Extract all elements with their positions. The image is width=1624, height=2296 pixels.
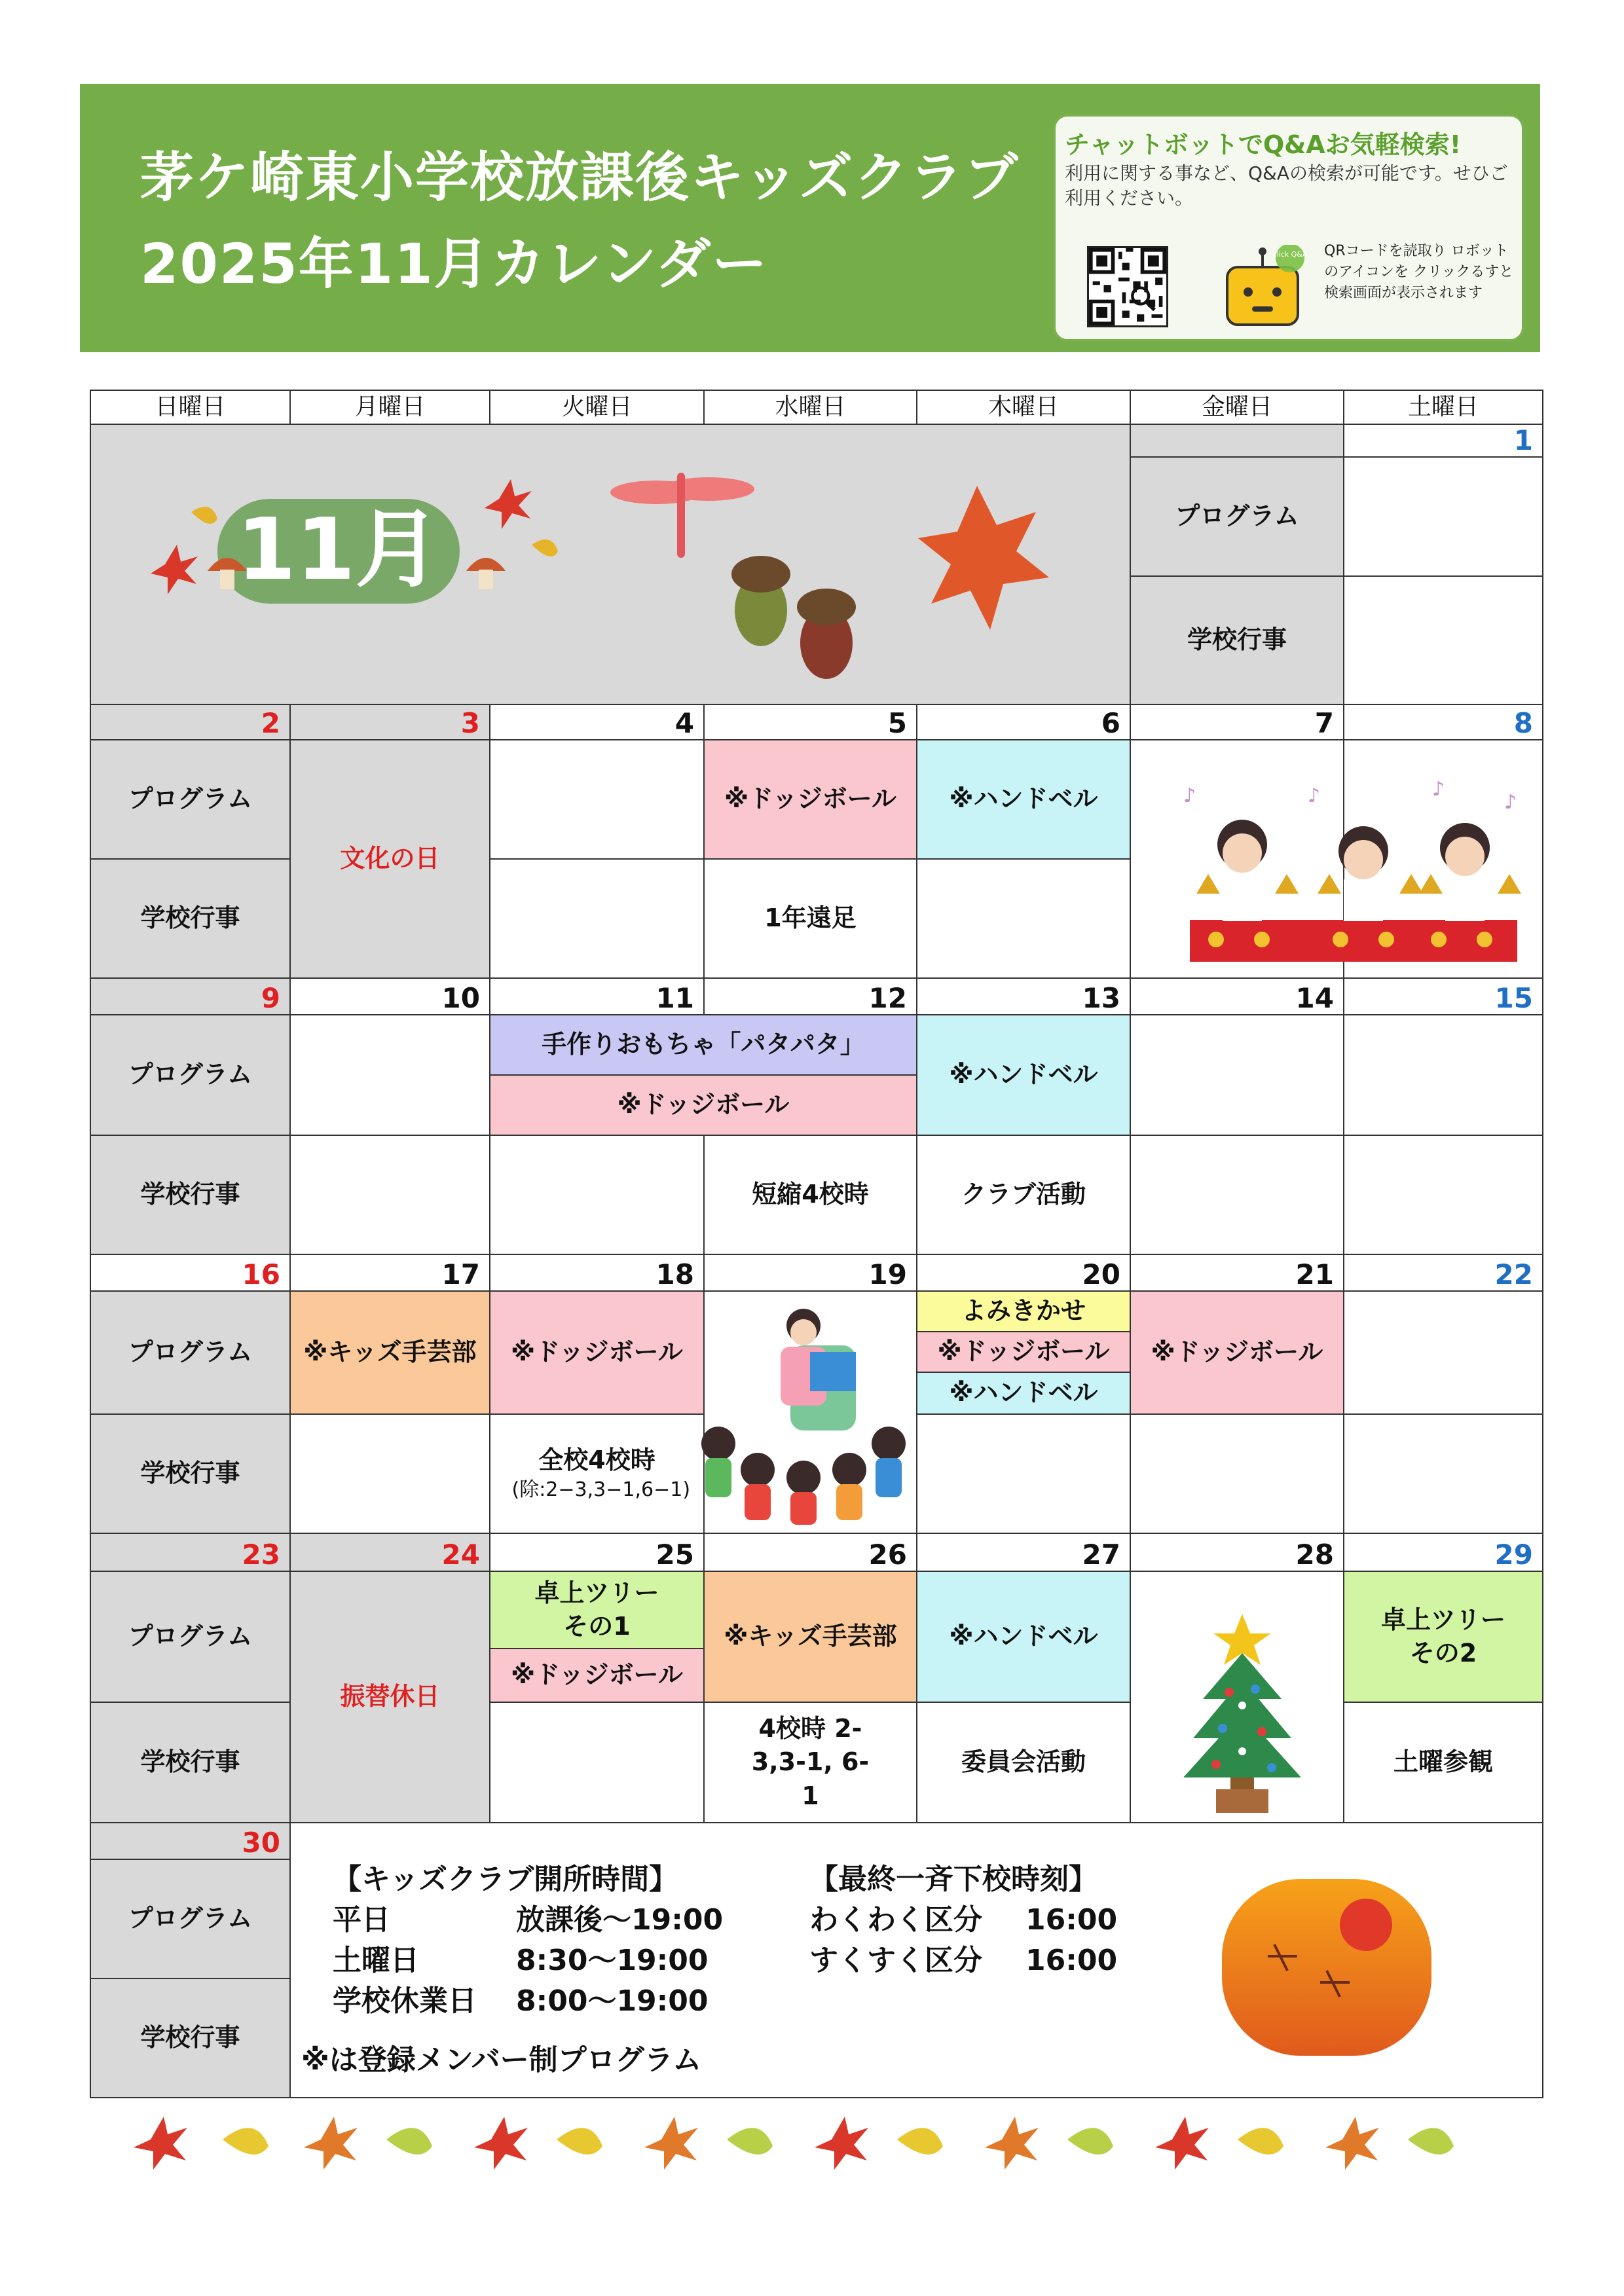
date-21: 21 [1130, 1254, 1344, 1292]
tue-program-w4: ※ドッジボール [489, 1290, 705, 1415]
date-27: 27 [916, 1533, 1131, 1572]
robot-icon[interactable] [1217, 245, 1308, 329]
wed-event-w5: 4校時 2-3,3-1, 6-1 [703, 1702, 917, 1823]
date-3: 3 [289, 704, 490, 740]
date-1: 1 [1343, 424, 1543, 458]
autumn-moon-illustration [1215, 1872, 1438, 2062]
school-holiday-time: 8:00〜19:00 [516, 1984, 709, 2018]
tue-program1-w5: 卓上ツリーその1 [489, 1571, 705, 1649]
fri-program-w4: ※ドッジボール [1130, 1290, 1344, 1415]
thu-event-w4 [916, 1413, 1131, 1534]
saturday-label: 土曜日 [333, 1944, 419, 1977]
svg-text:♪: ♪ [1432, 778, 1445, 801]
svg-text:♪: ♪ [1504, 791, 1517, 814]
label-program-w1: プログラム [1130, 456, 1344, 577]
wed-event-w3: 短縮4校時 [703, 1135, 917, 1255]
tue-program-w2 [489, 739, 705, 860]
tue-event-w4 [489, 1413, 705, 1534]
date-2: 2 [90, 704, 291, 740]
label-program-w4: プログラム [90, 1290, 291, 1415]
date-16: 16 [90, 1254, 291, 1292]
date-14: 14 [1130, 977, 1344, 1015]
thu-program-w5: ※ハンドベル [916, 1571, 1131, 1703]
date-28: 28 [1130, 1533, 1344, 1572]
weekday-sun: 日曜日 [90, 390, 291, 425]
label-program-w5: プログラム [90, 1571, 291, 1703]
thu-program3-w4: ※ハンドベル [916, 1372, 1131, 1415]
sat-program-w5: 卓上ツリーその2 [1343, 1571, 1543, 1703]
date-22: 22 [1343, 1254, 1543, 1292]
tue-event-w3 [489, 1135, 705, 1255]
label-event-w5: 学校行事 [90, 1702, 291, 1823]
tue-event-title-w4: 全校4校時 [538, 1446, 655, 1475]
fri-event-w4 [1130, 1413, 1344, 1534]
member-note: ※は登録メンバー制プログラム [301, 2043, 702, 2077]
leaf-border [124, 2107, 1513, 2172]
hours-section [333, 1859, 723, 2022]
thu-event-w5: 委員会活動 [916, 1702, 1131, 1823]
school-holiday-label: 学校休業日 [333, 1984, 477, 2018]
weekday-thu: 木曜日 [916, 390, 1131, 425]
wed-event-w2: 1年遠足 [703, 858, 917, 979]
mon-program-w4: ※キッズ手芸部 [289, 1290, 490, 1415]
date-10: 10 [289, 977, 490, 1015]
label-program-w2: プログラム [90, 739, 291, 860]
tue-event-w5 [489, 1702, 705, 1823]
sat-event-w4 [1343, 1413, 1543, 1534]
sat-program-w4 [1343, 1290, 1543, 1415]
month-label: 11月 [236, 500, 441, 599]
thu-event-w3: クラブ活動 [916, 1135, 1131, 1255]
wed-program-w2: ※ドッジボール [703, 739, 917, 860]
date-11: 11 [489, 977, 705, 1015]
date-5: 5 [703, 704, 917, 740]
date-13: 13 [916, 977, 1131, 1015]
date-6: 6 [916, 704, 1131, 740]
sat-event-w1 [1343, 575, 1543, 705]
thu-program-w3: ※ハンドベル [916, 1014, 1131, 1136]
chatbot-description: 利用に関する事など、Q&Aの検索が可能です。せひご利用ください。 [1065, 162, 1508, 209]
date-4: 4 [489, 704, 705, 740]
sat-event-w5: 土曜参観 [1343, 1702, 1543, 1823]
sat-event-w3 [1343, 1135, 1543, 1255]
chatbot-steps: QRコードを読取り ロボットのアイコンを クリックるすと 検索画面が表示されます [1324, 243, 1514, 301]
leaf-border-pattern [134, 2117, 1454, 2170]
november-banner [90, 424, 1131, 705]
weekday-time: 放課後〜19:00 [516, 1903, 724, 1937]
dismissal-section [809, 1859, 1117, 1981]
thu-event-w2 [916, 858, 1131, 979]
label-event-w3: 学校行事 [90, 1135, 291, 1255]
date-18: 18 [489, 1254, 705, 1292]
handbell-illustration [1177, 776, 1530, 972]
date-20: 20 [916, 1254, 1131, 1292]
date-29: 29 [1343, 1533, 1543, 1572]
weekday-tue: 火曜日 [489, 390, 705, 425]
weekday-label: 平日 [333, 1903, 390, 1937]
weekday-wed: 水曜日 [703, 390, 917, 425]
date-9: 9 [90, 977, 291, 1015]
suku-label: すくすく区分 [809, 1944, 982, 1977]
waku-label: わくわく区分 [809, 1903, 982, 1937]
hours-title: 【キッズクラブ開所時間】 [333, 1863, 678, 1896]
mon-event-w3 [289, 1135, 490, 1255]
label-program-w6: プログラム [90, 1859, 291, 1979]
dismissal-title: 【最終一斉下校時刻】 [809, 1863, 1098, 1896]
fri-event-w3 [1130, 1135, 1344, 1255]
storytime-illustration [692, 1306, 928, 1529]
date-30: 30 [90, 1822, 291, 1860]
chatbot-box [1053, 114, 1524, 342]
christmas-tree-illustration [1177, 1607, 1308, 1817]
sat-program-w3 [1343, 1014, 1543, 1136]
date-19: 19 [703, 1254, 917, 1292]
date-24: 24 [289, 1533, 490, 1572]
date-7: 7 [1130, 704, 1344, 740]
page-title: 茅ケ崎東小学校放課後キッズクラブ [140, 147, 1020, 209]
label-event-w2: 学校行事 [90, 858, 291, 979]
fri-date-empty-w1 [1130, 424, 1344, 458]
chatbot-title: チャットボットでQ&Aお気軽検索! [1065, 130, 1462, 159]
label-event-w1: 学校行事 [1130, 575, 1344, 705]
wed-program-w5: ※キッズ手芸部 [703, 1571, 917, 1703]
waku-time: 16:00 [1025, 1903, 1118, 1937]
tue-event-w2 [489, 858, 705, 979]
thu-program-w2: ※ハンドベル [916, 739, 1131, 860]
weekday-mon: 月曜日 [289, 390, 490, 425]
tue-event-note-w4: (除:2−3,3−1,6−1) [511, 1478, 691, 1502]
svg-text:♪: ♪ [1308, 784, 1321, 807]
date-15: 15 [1343, 977, 1543, 1015]
mon-event-w4 [289, 1413, 490, 1534]
holiday-substitute: 振替休日 [289, 1571, 490, 1823]
date-25: 25 [489, 1533, 705, 1572]
holiday-culture-day: 文化の日 [289, 739, 490, 979]
date-8: 8 [1343, 704, 1543, 740]
mon-program-w3 [289, 1014, 490, 1136]
thu-program2-w4: ※ドッジボール [916, 1331, 1131, 1373]
label-event-w6: 学校行事 [90, 1978, 291, 2098]
toy-making-program: 手作りおもちゃ「パタパタ」 [489, 1014, 917, 1076]
date-26: 26 [703, 1533, 917, 1572]
label-event-w4: 学校行事 [90, 1413, 291, 1534]
date-12: 12 [703, 977, 917, 1015]
fri-program-w3 [1130, 1014, 1344, 1136]
weekday-sat: 土曜日 [1343, 390, 1543, 425]
date-17: 17 [289, 1254, 490, 1292]
header-banner [80, 84, 1540, 352]
sat-program-w1 [1343, 456, 1543, 577]
suku-time: 16:00 [1025, 1944, 1118, 1977]
page-subtitle: 2025年11月カレンダー [140, 232, 769, 296]
click-badge: click Q&A [1272, 250, 1308, 259]
date-23: 23 [90, 1533, 291, 1572]
label-program-w3: プログラム [90, 1014, 291, 1136]
saturday-time: 8:30〜19:00 [516, 1944, 709, 1977]
autumn-illustration [100, 433, 1121, 695]
tue-program2-w5: ※ドッジボール [489, 1648, 705, 1703]
qr-code-icon[interactable] [1087, 246, 1168, 327]
weekday-fri: 金曜日 [1130, 390, 1344, 425]
svg-text:♪: ♪ [1183, 784, 1196, 807]
dodgeball-program-w3: ※ドッジボール [489, 1074, 917, 1136]
thu-program1-w4: よみきかせ [916, 1290, 1131, 1332]
